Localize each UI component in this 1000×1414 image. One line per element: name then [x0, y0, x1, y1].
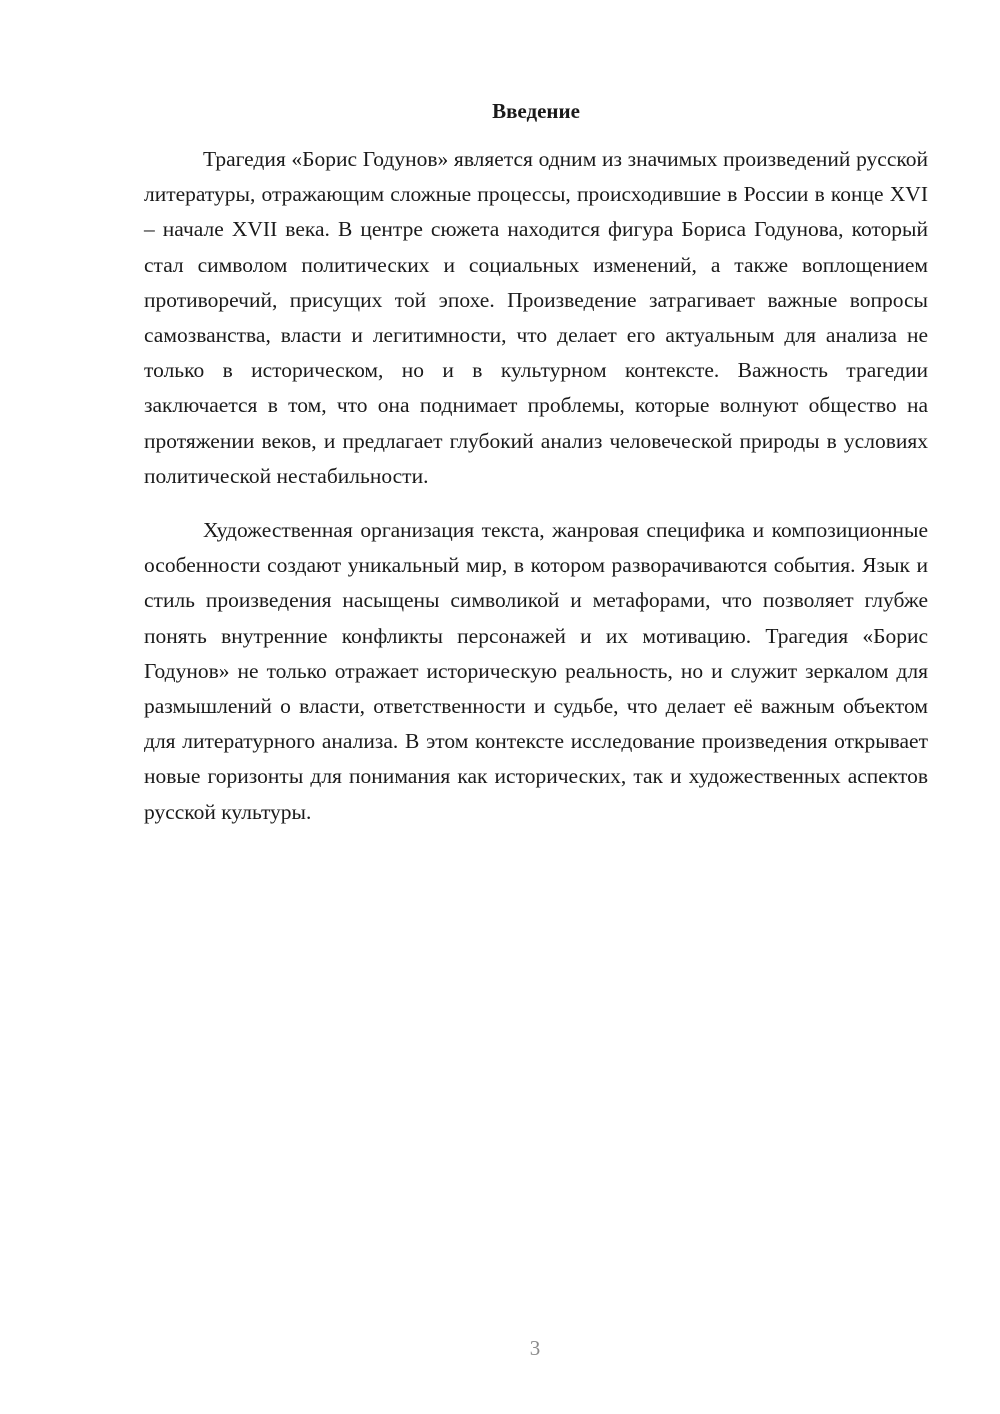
section-heading: Введение — [492, 99, 580, 123]
page-content — [144, 94, 928, 830]
paragraph-1: Трагедия «Борис Годунов» является одним из значимых произведений русской литературы, отражающим сложные процессы, происходившие в России в конце XVI – начале XVII века. В центре сюжета находится фигура Бориса Годунова, который стал символом политических и социальных изменений, а также воплощением противоречий, присущих той эпохе. Произведение затрагивает важные вопросы самозванства, власти и легитимности, что делает его актуальным для анализа не только в историческом, но и в культурном контексте. Важность трагедии заключается в том, что она поднимает проблемы, которые волнуют общество на протяжении веков, и предлагает глубокий анализ человеческой природы в условиях политической нестабильности. — [144, 147, 928, 488]
page-number: 3 — [529, 1336, 541, 1360]
paragraph-2: Художественная организация текста, жанровая специфика и композиционные особенности создают уникальный мир, в котором разворачиваются события. Язык и стиль произведения насыщены символикой и метафорами, что позволяет глубже понять внутренние конфликты персонажей и их мотивацию. Трагедия «Борис Годунов» не только отражает историческую реальность, но и служит зеркалом для размышлений о власти, ответственности и судьбе, что делает её важным объектом для литературного анализа. В этом контексте исследование произведения открывает новые горизонты для понимания как исторических, так и художественных аспектов русской культуры. — [144, 518, 928, 824]
